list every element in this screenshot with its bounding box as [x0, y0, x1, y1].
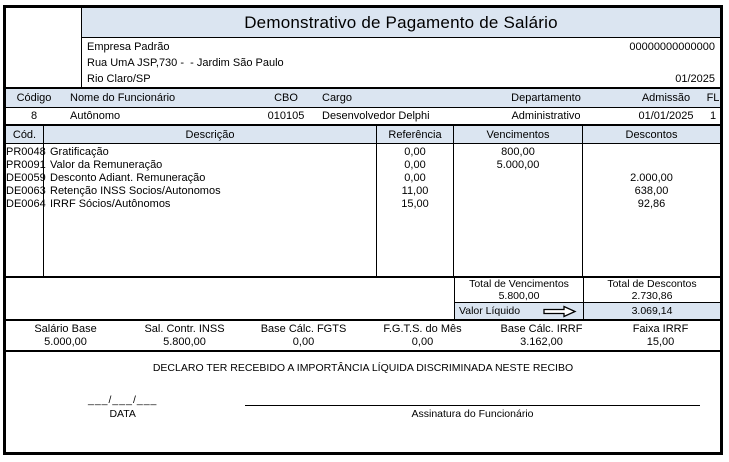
- summary-salario-base: [6, 321, 125, 350]
- item-referencia: 0,00: [404, 146, 426, 158]
- employee-departamento: Administrativo: [511, 110, 581, 122]
- items-col-referencia: Referência: [377, 126, 454, 143]
- signature-label: Assinatura do Funcionário: [411, 408, 534, 420]
- totals-section: [6, 278, 720, 321]
- item-desconto: [583, 159, 720, 172]
- total-vencimentos-box: [454, 278, 583, 302]
- valor-liquido-label: Valor Líquido: [459, 305, 521, 318]
- summary-label: Sal. Contr. INSS: [144, 322, 225, 335]
- item-cod: DE0063: [6, 185, 46, 197]
- item-descricao: Retenção INSS Socios/Autonomos: [50, 185, 221, 197]
- items-descricao-column: [44, 144, 377, 276]
- summary-label: Faixa IRRF: [632, 322, 689, 335]
- header-right: [82, 8, 720, 87]
- item-vencimento: [454, 198, 582, 211]
- items-col-descontos: Descontos: [625, 128, 678, 141]
- item-vencimento: 800,00: [501, 146, 535, 158]
- company-meta: [629, 40, 715, 86]
- item-cod: DE0059: [6, 172, 46, 184]
- col-header-cbo: CBO: [274, 92, 298, 104]
- totals-row: [454, 278, 720, 303]
- item-vencimento: 5.000,00: [496, 159, 540, 171]
- summary-sal-contr-inss: [125, 321, 244, 350]
- employee-codigo: 8: [30, 110, 38, 122]
- item-referencia: 11,00: [401, 185, 429, 197]
- total-descontos-label: Total de Descontos: [607, 278, 697, 291]
- summary-value: 5.800,00: [163, 336, 206, 349]
- col-header-departamento: Departamento: [511, 92, 581, 104]
- item-desconto: 2.000,00: [630, 172, 673, 184]
- employee-cargo: Desenvolvedor Delphi: [322, 110, 430, 122]
- total-vencimentos-label: Total de Vencimentos: [469, 278, 569, 291]
- date-blank: ___/___/___: [88, 394, 158, 406]
- employee-admissao: 01/01/2025: [638, 110, 694, 122]
- items-descontos-column: [583, 144, 720, 276]
- item-descricao: Desconto Adiant. Remuneração: [50, 172, 206, 184]
- item-descricao: IRRF Sócios/Autônomos: [50, 198, 171, 210]
- item-vencimento: [454, 185, 582, 198]
- summary-label: F.G.T.S. do Mês: [383, 322, 462, 335]
- col-header-nome: Nome do Funcionário: [70, 92, 176, 104]
- signature-block: [245, 405, 700, 420]
- summary-value: 0,00: [292, 336, 315, 349]
- items-section: [6, 126, 720, 278]
- header-section: [6, 8, 720, 89]
- item-vencimento: [454, 172, 582, 185]
- summary-base-calc-irrf: [482, 321, 601, 350]
- totals-empty-box: [6, 278, 454, 319]
- declaration-text: DECLARO TER RECEBIDO A IMPORTÂNCIA LÍQUIDA DISCRIMINADA NESTE RECIBO: [152, 362, 574, 374]
- date-block: [88, 394, 157, 420]
- items-vencimentos-column: [454, 144, 583, 276]
- company-city: Rio Claro/SP: [87, 73, 151, 85]
- items-body: [6, 144, 720, 276]
- item-descricao: Gratificação: [50, 146, 109, 158]
- summary-value: 15,00: [646, 336, 675, 349]
- item-desconto: 92,86: [637, 198, 666, 210]
- logo-placeholder-box: [6, 8, 82, 87]
- summary-fgts-do-mes: [363, 321, 482, 350]
- item-referencia: 0,00: [404, 159, 426, 171]
- company-address: Rua UmA JSP,730 - - Jardim São Paulo: [87, 57, 284, 69]
- col-header-fl: FL: [706, 92, 720, 104]
- col-header-cargo: Cargo: [322, 92, 352, 104]
- items-col-vencimentos: Vencimentos: [454, 126, 583, 143]
- company-info: [87, 40, 629, 86]
- col-header-codigo: Código: [16, 92, 52, 104]
- summary-value: 0,00: [411, 336, 434, 349]
- company-block: [82, 38, 720, 87]
- payslip-document: [3, 5, 723, 455]
- employee-fl: 1: [709, 110, 717, 122]
- employee-section: [6, 89, 720, 126]
- summary-section: [6, 321, 720, 352]
- total-descontos-box: [583, 278, 720, 302]
- items-cod-column: [6, 144, 44, 276]
- item-descricao: Valor da Remuneração: [50, 159, 163, 171]
- employee-data-row: [6, 108, 720, 124]
- reference-period: 01/2025: [675, 73, 715, 85]
- signature-line: [245, 405, 700, 406]
- valor-liquido-label-box: [454, 303, 583, 319]
- item-referencia: 0,00: [404, 172, 426, 184]
- summary-base-calc-fgts: [244, 321, 363, 350]
- summary-value: 3.162,00: [520, 336, 563, 349]
- items-col-descricao: Descrição: [44, 126, 377, 143]
- valor-liquido-value: 3.069,14: [583, 303, 720, 319]
- totals-boxes: [454, 278, 720, 319]
- item-cod: PR0091: [6, 159, 46, 171]
- total-descontos-value: 2.730,86: [631, 290, 673, 303]
- company-name: Empresa Padrão: [87, 41, 170, 53]
- page-title: Demonstrativo de Pagamento de Salário: [82, 8, 720, 38]
- items-header-row: [6, 126, 720, 144]
- employee-header-row: [6, 89, 720, 108]
- company-cnpj: 00000000000000: [629, 41, 715, 53]
- summary-label: Base Cálc. FGTS: [260, 322, 347, 335]
- items-referencia-column: [377, 144, 454, 276]
- date-label: DATA: [109, 408, 136, 420]
- summary-value: 5.000,00: [44, 336, 87, 349]
- item-referencia: 15,00: [401, 198, 429, 210]
- summary-faixa-irrf: [601, 321, 720, 350]
- summary-label: Salário Base: [34, 322, 97, 335]
- item-desconto: [583, 146, 720, 159]
- item-cod: DE0064: [6, 198, 46, 210]
- total-vencimentos-value: 5.800,00: [498, 290, 540, 303]
- item-cod: PR0048: [6, 146, 46, 158]
- summary-label: Base Cálc. IRRF: [500, 322, 583, 335]
- right-arrow-icon: [543, 305, 577, 318]
- employee-nome: Autônomo: [70, 110, 121, 122]
- col-header-admissao: Admissão: [641, 92, 691, 104]
- items-col-cod: Cód.: [6, 126, 44, 143]
- item-desconto: 638,00: [634, 185, 669, 197]
- employee-cbo: 010105: [267, 110, 305, 122]
- footer-section: [6, 352, 720, 452]
- valor-liquido-row: [454, 303, 720, 319]
